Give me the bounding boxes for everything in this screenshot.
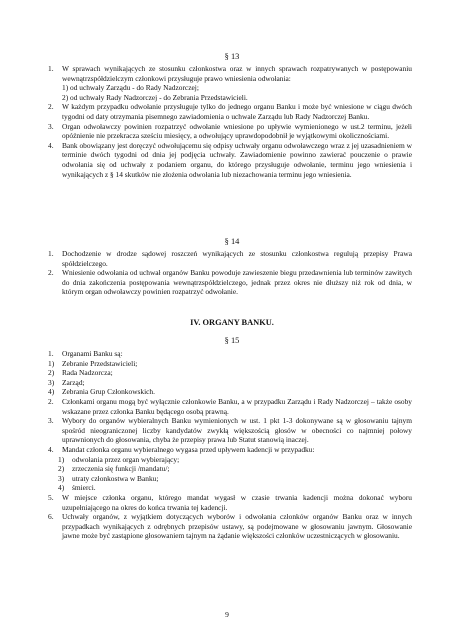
page-number: 9 — [225, 610, 229, 619]
section-13-body — [48, 64, 412, 179]
list-subitem: 4) śmierci. — [58, 483, 96, 493]
list-subitem: 2) od uchwały Rady Nadzorczej - do Zebrania Przedstawicieli. — [62, 92, 248, 102]
list-item: 6. Uchwały organów, z wyjątkiem dotyczących wyborów i odwołania członków organów Banku oraz w innych przypadkach wynikających z odrębnych przepisów ustawy, są podejmowane w głosowaniu jawnym. Głosowanie jawne może być zastąpione głosowaniem tajnym na żądanie większości członków uczestniczących w głosowaniu. — [48, 512, 412, 541]
list-item: 3. Wybory do organów wybieralnych Banku wymienionych w ust. 1 pkt 1-3 dokonywane są w głosowaniu tajnym spośród nieograniczonej liczby kandydatów zwykłą większością głosów w obecności co najmniej połowy uprawnionych do głosowania, chyba że przepisy prawa lub Statut stanowią inaczej. — [48, 416, 412, 445]
list-subitem: 2) Rada Nadzorcza; — [48, 368, 113, 378]
list-item: 3. Organ odwoławczy powinien rozpatrzyć odwołanie wniesione po upływie wymienionego w ust.2 terminu, jeżeli opóźnienie nie przekracza sześciu miesięcy, a odwołujący uprawdopodobnił je wyjątkowymi okolicznościami. — [48, 121, 412, 141]
list-item: 4. Bank obowiązany jest doręczyć odwołującemu się odpisy uchwały organu odwoławczego wraz z jej uzasadnieniem w terminie dwóch tygodni od dnia jej podjęcia uchwały. Zawiadomienie powinno zawierać pouczenie o prawie odwołania się od uchwały z podaniem organu, do którego przysługuje odwołanie, terminu jego wniesienia i wynikających z § 14 skutków nie złożenia odwołania lub niezachowania terminu jego wniesienia. — [48, 140, 412, 179]
list-subitem: 1) odwołania przez organ wybierający; — [58, 454, 180, 464]
list-subitem: 1) Zebranie Przedstawicieli; — [48, 358, 138, 368]
list-subitem: 3) utraty członkostwa w Banku; — [58, 473, 159, 483]
section-15-body — [48, 349, 412, 541]
list-item: 2. Członkami organu mogą być wyłącznie członkowie Banku, a w przypadku Zarządu i Rady Nadzorczej – także osoby wskazane przez członka Banku będącego osobą prawną. — [48, 396, 412, 416]
section-13-title: § 13 — [224, 52, 240, 61]
chapter-heading: IV. ORGANY BANKU. — [190, 318, 274, 327]
section-14-body — [48, 249, 412, 297]
list-subitem: 2) zrzeczenia się funkcji /mandatu/; — [58, 464, 170, 474]
list-item: 1. W sprawach wynikających ze stosunku członkostwa oraz w innych sprawach rozpatrywanych w postępowaniu wewnątrzspółdzielczym członkowi przysługuje prawo wniesienia odwołania: — [48, 64, 412, 83]
list-item: 5. W miejsce członka organu, którego mandat wygasł w czasie trwania kadencji można dokonać wyboru uzupełniającego na okres do końca trwania tej kadencji. — [48, 492, 412, 512]
list-subitem: 4) Zebrania Grup Członkowskich. — [48, 387, 155, 397]
section-15-title: § 15 — [224, 336, 240, 345]
list-item: 4. Mandat członka organu wybieralnego wygasa przed upływem kadencji w przypadku: — [48, 444, 315, 454]
list-item: 2. Wniesienie odwołania od uchwał organów Banku powoduje zawieszenie biegu przedawnienia lub terminów zawitych do dnia zakończenia postępowania wewnątrzspółdzielczego, jednak przez okres nie dłuższy niż rok od dnia, w którym organ odwoławczy powinien rozpatrzyć odwołanie. — [48, 268, 412, 297]
section-14-title: § 14 — [224, 237, 240, 246]
list-subitem: 1) od uchwały Zarządu - do Rady Nadzorczej; — [62, 83, 199, 93]
list-item: 1. Organami Banku są: — [48, 349, 123, 358]
list-item: 2. W każdym przypadku odwołanie przysługuje tylko do jednego organu Banku i może być wniesione w ciągu dwóch tygodni od daty otrzymania pisemnego zawiadomienia o uchwale Zarządu lub Rady Nadzorczej Banku. — [48, 102, 412, 121]
list-subitem: 3) Zarząd; — [48, 377, 85, 387]
list-item: 1. Dochodzenie w drodze sądowej roszczeń wynikających ze stosunku członkostwa regulują przepisy Prawa spółdzielczego. — [48, 249, 412, 268]
